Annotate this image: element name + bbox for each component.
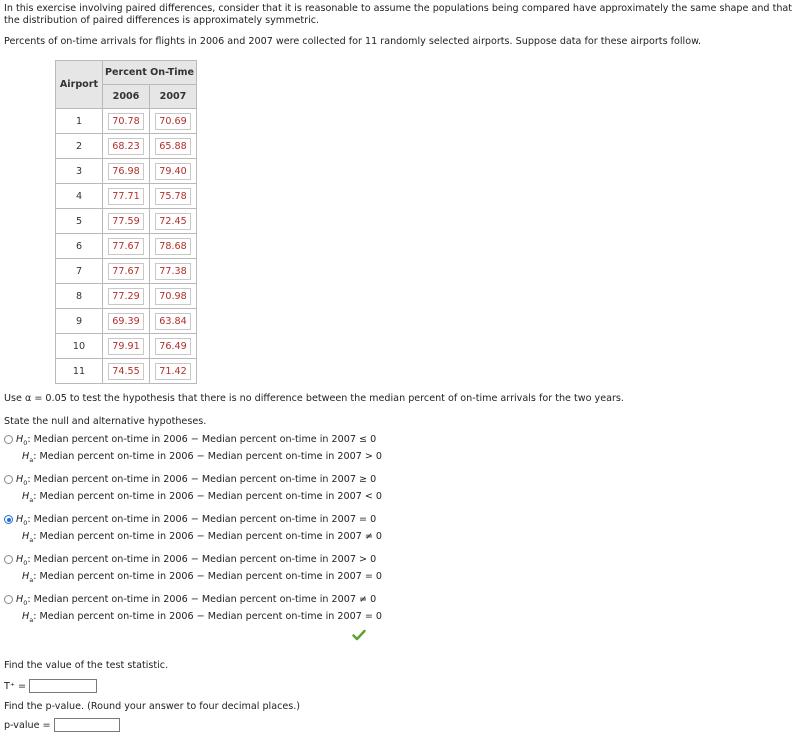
null-hypothesis: $H_0$: Median percent on-time in 2006 − Median percent on-time in 2007 > 0 xyxy=(16,554,377,567)
p-value-input[interactable] xyxy=(54,718,120,732)
table-row xyxy=(56,234,197,259)
null-hypothesis: $H_0$: Median percent on-time in 2006 − Median percent on-time in 2007 ≥ 0 xyxy=(16,474,377,487)
value-2007: 76.49 xyxy=(155,338,190,355)
value-2007-cell xyxy=(150,309,197,334)
airport-number: 5 xyxy=(56,209,103,234)
null-hypothesis: $H_0$: Median percent on-time in 2006 − Median percent on-time in 2007 ≠ 0 xyxy=(16,594,377,607)
on-time-data-table xyxy=(55,60,197,384)
p-value-row xyxy=(4,718,120,732)
test-statistic-row xyxy=(4,679,97,693)
checkmark-icon xyxy=(352,629,366,641)
intro-paragraph-2: Percents of on-time arrivals for flights in 2006 and 2007 were collected for 11 randomly selected airports. Suppose data for these airports follow. xyxy=(4,36,702,47)
value-2007-cell xyxy=(150,334,197,359)
table-row xyxy=(56,209,197,234)
airport-number: 9 xyxy=(56,309,103,334)
p-value-prompt: Find the p-value. (Round your answer to four decimal places.) xyxy=(4,701,301,712)
value-2006: 79.91 xyxy=(108,338,143,355)
table-body xyxy=(56,109,197,384)
value-2006-cell xyxy=(103,209,150,234)
value-2007-cell xyxy=(150,109,197,134)
alternative-hypothesis: $H_a$: Median percent on-time in 2006 − Median percent on-time in 2007 = 0 xyxy=(22,611,383,624)
value-2006: 74.55 xyxy=(108,363,143,380)
test-statistic-input[interactable] xyxy=(29,679,97,693)
airport-number: 3 xyxy=(56,159,103,184)
airport-number: 10 xyxy=(56,334,103,359)
value-2007: 79.40 xyxy=(155,163,190,180)
airport-number: 7 xyxy=(56,259,103,284)
value-2006: 70.78 xyxy=(108,113,143,130)
value-2007-cell xyxy=(150,209,197,234)
value-2006: 77.67 xyxy=(108,238,143,255)
year-2007-header: 2007 xyxy=(150,85,197,109)
intro-paragraph-1: In this exercise involving paired differences, consider that it is reasonable to assume the populations being compared have approximately the same shape and that the distribution of paired differences is approximately symmetric. xyxy=(4,3,793,26)
value-2006: 77.59 xyxy=(108,213,143,230)
problem-intro xyxy=(4,3,799,48)
value-2007-cell xyxy=(150,284,197,309)
test-statistic-label: T⁺ = xyxy=(4,681,27,692)
value-2006: 77.67 xyxy=(108,263,143,280)
null-hypothesis: $H_0$: Median percent on-time in 2006 − Median percent on-time in 2007 = 0 xyxy=(16,514,377,527)
value-2006: 69.39 xyxy=(108,313,143,330)
value-2006-cell xyxy=(103,234,150,259)
table-row xyxy=(56,309,197,334)
value-2007: 71.42 xyxy=(155,363,190,380)
airport-column-header: Airport xyxy=(56,61,103,109)
radio-button[interactable] xyxy=(4,595,13,604)
value-2006-cell xyxy=(103,284,150,309)
value-2007: 77.38 xyxy=(155,263,190,280)
alternative-hypothesis: $H_a$: Median percent on-time in 2006 − Median percent on-time in 2007 < 0 xyxy=(22,491,383,504)
value-2007: 72.45 xyxy=(155,213,190,230)
value-2007: 70.98 xyxy=(155,288,190,305)
value-2006: 77.29 xyxy=(108,288,143,305)
airport-number: 1 xyxy=(56,109,103,134)
alternative-hypothesis: $H_a$: Median percent on-time in 2006 − Median percent on-time in 2007 > 0 xyxy=(22,451,383,464)
value-2007-cell xyxy=(150,184,197,209)
value-2007: 78.68 xyxy=(155,238,190,255)
table-row xyxy=(56,109,197,134)
table-row xyxy=(56,334,197,359)
airport-number: 2 xyxy=(56,134,103,159)
value-2006: 77.71 xyxy=(108,188,143,205)
value-2006-cell xyxy=(103,134,150,159)
value-2006: 76.98 xyxy=(108,163,143,180)
radio-button[interactable] xyxy=(4,515,13,524)
value-2006-cell xyxy=(103,359,150,384)
table-row xyxy=(56,134,197,159)
airport-number: 8 xyxy=(56,284,103,309)
airport-number: 11 xyxy=(56,359,103,384)
table-row xyxy=(56,159,197,184)
value-2007-cell xyxy=(150,234,197,259)
test-statistic-prompt: Find the value of the test statistic. xyxy=(4,660,169,671)
hypothesis-options xyxy=(4,434,383,644)
value-2006-cell xyxy=(103,184,150,209)
value-2006-cell xyxy=(103,159,150,184)
value-2007: 63.84 xyxy=(155,313,190,330)
value-2007: 65.88 xyxy=(155,138,190,155)
value-2006-cell xyxy=(103,109,150,134)
alternative-hypothesis: $H_a$: Median percent on-time in 2006 − Median percent on-time in 2007 = 0 xyxy=(22,571,383,584)
radio-button[interactable] xyxy=(4,555,13,564)
value-2007: 70.69 xyxy=(155,113,190,130)
value-2006-cell xyxy=(103,309,150,334)
year-2006-header: 2006 xyxy=(103,85,150,109)
value-2007-cell xyxy=(150,259,197,284)
alpha-instruction: Use α = 0.05 to test the hypothesis that there is no difference between the median percent of on-time arrivals for the two years. xyxy=(4,393,624,404)
table-row xyxy=(56,359,197,384)
state-hypotheses-prompt: State the null and alternative hypotheses. xyxy=(4,416,207,427)
null-hypothesis: $H_0$: Median percent on-time in 2006 − Median percent on-time in 2007 ≤ 0 xyxy=(16,434,377,447)
radio-button[interactable] xyxy=(4,475,13,484)
value-2007-cell xyxy=(150,134,197,159)
p-value-label: p-value = xyxy=(4,720,51,731)
table-row xyxy=(56,184,197,209)
table-row xyxy=(56,284,197,309)
radio-button[interactable] xyxy=(4,435,13,444)
value-2006-cell xyxy=(103,334,150,359)
airport-number: 6 xyxy=(56,234,103,259)
value-2006: 68.23 xyxy=(108,138,143,155)
value-2007-cell xyxy=(150,359,197,384)
alternative-hypothesis: $H_a$: Median percent on-time in 2006 − Median percent on-time in 2007 ≠ 0 xyxy=(22,531,383,544)
value-2007-cell xyxy=(150,159,197,184)
airport-number: 4 xyxy=(56,184,103,209)
table-row xyxy=(56,259,197,284)
percent-on-time-header: Percent On-Time xyxy=(103,61,197,85)
value-2006-cell xyxy=(103,259,150,284)
value-2007: 75.78 xyxy=(155,188,190,205)
